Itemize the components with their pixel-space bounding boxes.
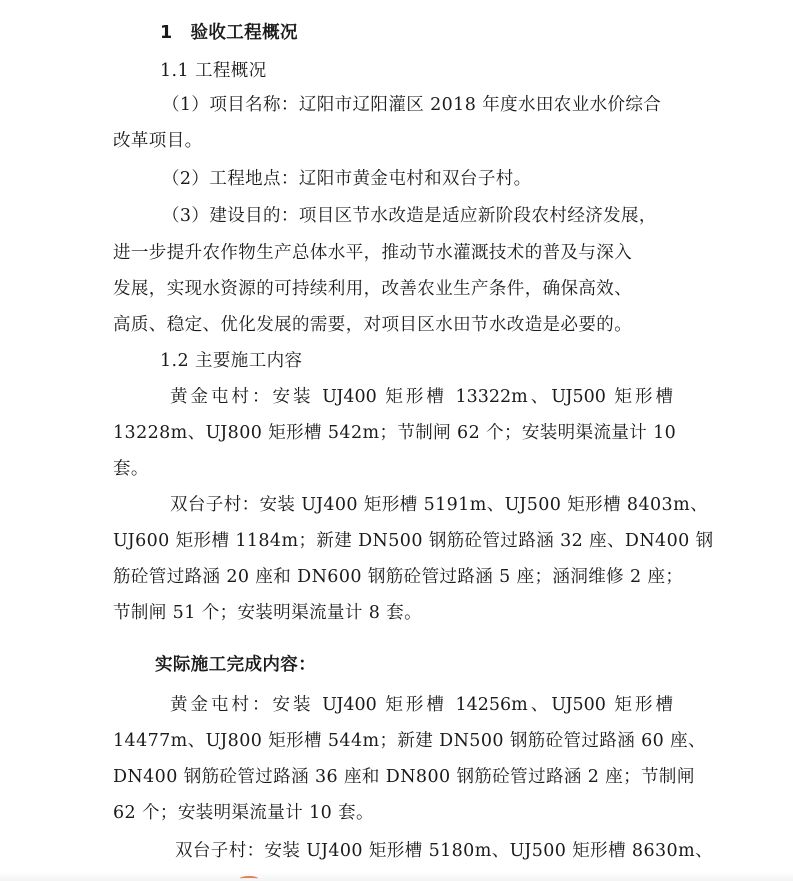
section-heading-1: 1 验收工程概况 bbox=[160, 23, 298, 43]
item-3-line-3: 发展，实现水资源的可持续利用，改善农业生产条件，确保高效、 bbox=[113, 279, 633, 299]
paragraph-2-line-4: 节制闸 51 个；安装明渠流量计 8 套。 bbox=[113, 603, 423, 623]
paragraph-2-line-3: 筋砼管过路涵 20 座和 DN600 钢筋砼管过路涵 5 座；涵洞维修 2 座； bbox=[113, 567, 684, 587]
paragraph-1-line-2: 13228m、UJ800 矩形槽 542m；节制闸 62 个；安装明渠流量计 10 bbox=[113, 423, 677, 443]
actual-completion-heading: 实际施工完成内容： bbox=[155, 655, 317, 675]
item-1-line-2: 改革项目。 bbox=[113, 131, 203, 151]
item-3-line-4: 高质、稳定、优化发展的需要，对项目区水田节水改造是必要的。 bbox=[113, 315, 633, 335]
paragraph-2-line-2: UJ600 矩形槽 1184m；新建 DN500 钢筋砼管过路涵 32 座、DN400 钢 bbox=[113, 531, 714, 551]
item-1-line-1: （1）项目名称：辽阳市辽阳灌区 2018 年度水田农业水价综合 bbox=[162, 95, 662, 115]
paragraph-3-line-3: DN400 钢筋砼管过路涵 36 座和 DN800 钢筋砼管过路涵 2 座；节制闸 bbox=[113, 767, 695, 787]
item-3-line-1: （3）建设目的：项目区节水改造是适应新阶段农村经济发展， bbox=[162, 206, 657, 226]
paragraph-1-line-1: 黄金屯村：安装 UJ400 矩形槽 13322m、UJ500 矩形槽 bbox=[170, 387, 673, 407]
paragraph-3-line-2: 14477m、UJ800 矩形槽 544m；新建 DN500 钢筋砼管过路涵 60 座、 bbox=[113, 731, 706, 751]
item-2-line: （2）工程地点：辽阳市黄金屯村和双台子村。 bbox=[162, 169, 532, 189]
page-bottom-edge bbox=[0, 872, 793, 881]
item-3-line-2: 进一步提升农作物生产总体水平，推动节水灌溉技术的普及与深入 bbox=[113, 243, 633, 263]
paragraph-4-line-1: 双台子村：安装 UJ400 矩形槽 5180m、UJ500 矩形槽 8630m、 bbox=[175, 841, 713, 861]
paragraph-1-line-3: 套。 bbox=[113, 459, 149, 479]
subsection-heading-1-1: 1.1 工程概况 bbox=[160, 61, 267, 81]
paragraph-2-line-1: 双台子村：安装 UJ400 矩形槽 5191m、UJ500 矩形槽 8403m、 bbox=[170, 495, 708, 515]
paragraph-3-line-4: 62 个；安装明渠流量计 10 套。 bbox=[113, 803, 374, 823]
subsection-heading-1-2: 1.2 主要施工内容 bbox=[160, 351, 303, 371]
scroll-mark-icon bbox=[240, 876, 258, 881]
paragraph-3-line-1: 黄金屯村：安装 UJ400 矩形槽 14256m、UJ500 矩形槽 bbox=[170, 695, 673, 715]
